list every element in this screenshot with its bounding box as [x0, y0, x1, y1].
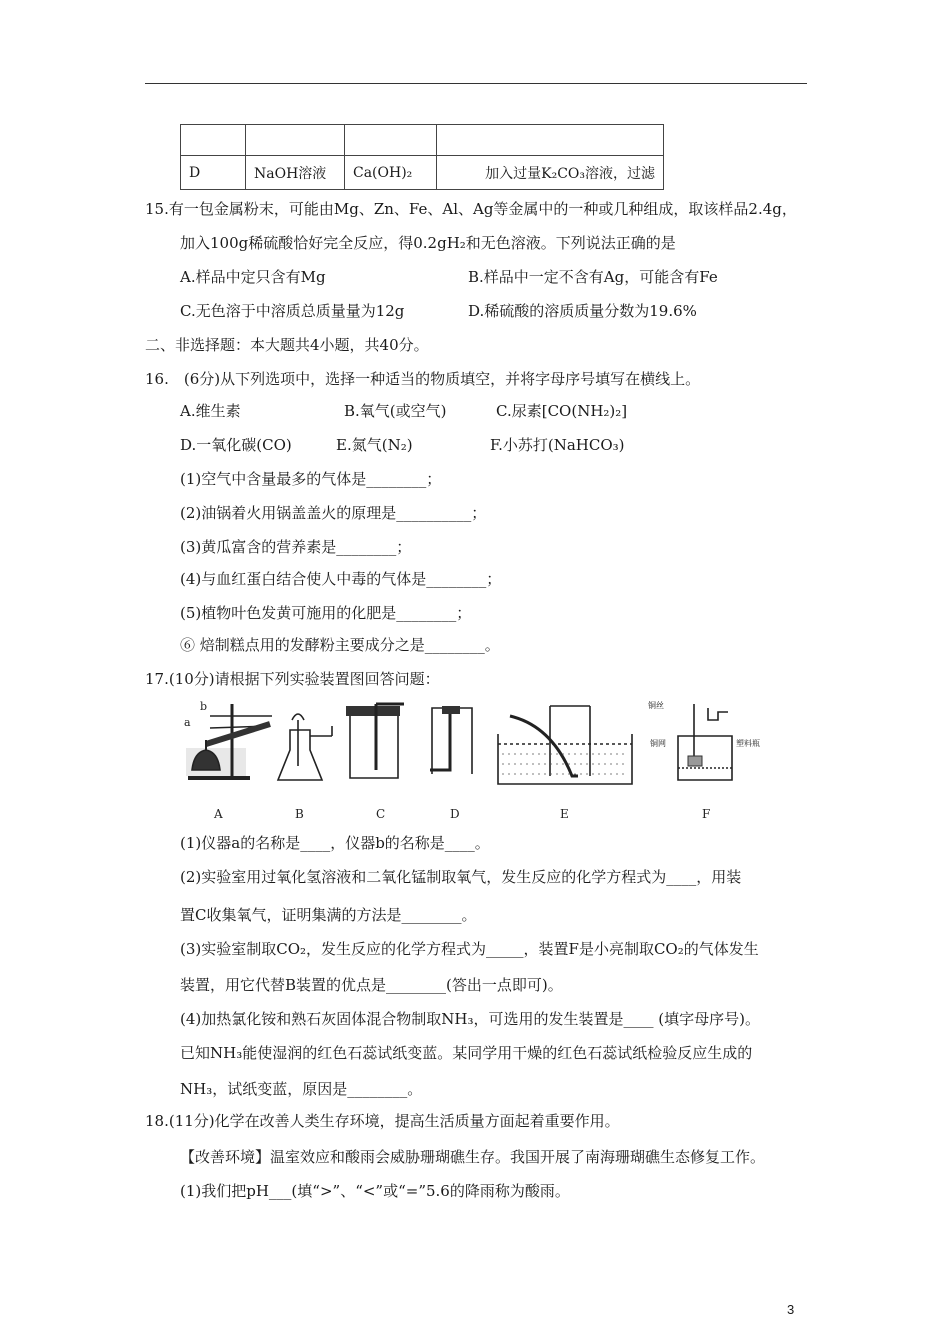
- q17-sub-4: (4)加热氯化铵和熟石灰固体混合物制取NH₃，可选用的发生装置是____ (填字母序号)。: [180, 1010, 760, 1028]
- q18-sub-1: (1)我们把pH___(填“>”、“<”或“=”5.6的降雨称为酸雨。: [180, 1182, 570, 1200]
- options-table: [180, 124, 664, 190]
- q16-sub-4: (4)与血红蛋白结合使人中毒的气体是________；: [180, 570, 502, 588]
- q16-option-c: C.尿素[CO(NH₂)₂]: [496, 402, 628, 420]
- apparatus-d: [430, 706, 472, 821]
- caption-a: A: [214, 807, 223, 821]
- apparatus-e: [498, 706, 632, 821]
- q16-sub-3: (3)黄瓜富含的营养素是________；: [180, 538, 412, 556]
- label-b: b: [200, 700, 208, 713]
- caption-e: E: [560, 807, 569, 821]
- q15-option-b: B.样品中一定不含有Ag，可能含有Fe: [468, 268, 718, 286]
- table-cell: D: [181, 156, 246, 190]
- table-cell: 加入过量K₂CO₃溶液，过滤: [437, 156, 664, 190]
- caption-b: B: [295, 807, 304, 821]
- apparatus-f: [648, 700, 760, 821]
- label-a: a: [184, 716, 191, 729]
- caption-d: D: [450, 807, 460, 821]
- table-cell: Ca(OH)₂: [345, 156, 437, 190]
- label-copper-wire: 铜丝: [648, 701, 664, 710]
- q17-sub-4-cont: 已知NH₃能使湿润的红色石蕊试纸变蓝。某同学用干燥的红色石蕊试纸检验反应生成的: [180, 1044, 753, 1062]
- q15-option-d: D.稀硫酸的溶质质量分数为19.6%: [468, 302, 697, 320]
- q16-sub-6: ⑥ 焙制糕点用的发酵粉主要成分之是________。: [180, 636, 500, 654]
- q17-sub-3-cont: 装置，用它代替B装置的优点是________(答出一点即可)。: [180, 976, 563, 994]
- label-plastic-bottle: 塑料瓶: [736, 739, 760, 748]
- section-heading: 二、非选择题：本大题共4小题，共40分。: [145, 336, 429, 354]
- q17-sub-1: (1)仪器a的名称是____，仪器b的名称是____。: [180, 834, 490, 852]
- caption-f: F: [702, 807, 711, 821]
- q17-sub-4-end: NH₃，试纸变蓝，原因是________。: [180, 1080, 423, 1098]
- q16-sub-1: (1)空气中含量最多的气体是________；: [180, 470, 442, 488]
- table-cell: [345, 125, 437, 156]
- apparatus-a: [184, 700, 272, 821]
- q17-sub-2-cont: 置C收集氧气，证明集满的方法是________。: [180, 906, 477, 924]
- q16-sub-2: (2)油锅着火用锅盖盖火的原理是__________；: [180, 504, 487, 522]
- q17-sub-2: (2)实验室用过氧化氢溶液和二氧化锰制取氧气，发生反应的化学方程式为____，用装: [180, 868, 742, 886]
- q16-option-f: F.小苏打(NaHCO₃): [490, 436, 625, 454]
- label-copper-mesh: 铜网: [650, 739, 666, 748]
- caption-c: C: [376, 807, 386, 821]
- q18-stem: 18.(11分)化学在改善人类生存环境，提高生活质量方面起着重要作用。: [145, 1112, 620, 1130]
- apparatus-b: [278, 714, 332, 821]
- table-cell: [181, 125, 246, 156]
- page-number: 3: [787, 1302, 795, 1317]
- q16-option-a: A.维生素: [180, 402, 241, 420]
- table-cell: NaOH溶液: [246, 156, 345, 190]
- table-row: [181, 156, 664, 190]
- q16-stem: 16. (6分)从下列选项中，选择一种适当的物质填空，并将字母序号填写在横线上。: [145, 370, 701, 388]
- q18-environment: 【改善环境】温室效应和酸雨会威胁珊瑚礁生存。我国开展了南海珊瑚礁生态修复工作。: [180, 1148, 766, 1166]
- q15-stem: 15.有一包金属粉末，可能由Mg、Zn、Fe、Al、Ag等金属中的一种或几种组成，取该样品2.4g，: [145, 200, 797, 218]
- q17-stem: 17.(10分)请根据下列实验装置图回答问题：: [145, 670, 440, 688]
- q17-sub-3: (3)实验室制取CO₂，发生反应的化学方程式为_____，装置F是小亮制取CO₂的气体发生: [180, 940, 759, 958]
- apparatus-figure: [180, 696, 770, 826]
- q15-option-c: C.无色溶于中溶质总质量量为12g: [180, 302, 405, 320]
- q16-sub-5: (5)植物叶色发黄可施用的化肥是________；: [180, 604, 472, 622]
- table-cell: [246, 125, 345, 156]
- q16-option-b: B.氧气(或空气): [344, 402, 447, 420]
- q15-stem-cont: 加入100g稀硫酸恰好完全反应，得0.2gH₂和无色溶液。下列说法正确的是: [180, 234, 676, 252]
- apparatus-c: [346, 704, 404, 821]
- q16-option-e: E.氮气(N₂): [336, 436, 413, 454]
- q16-option-d: D.一氧化碳(CO): [180, 436, 292, 454]
- table-row: [181, 125, 664, 156]
- header-rule: [145, 83, 807, 84]
- q15-option-a: A.样品中定只含有Mg: [180, 268, 326, 286]
- table-cell: [437, 125, 664, 156]
